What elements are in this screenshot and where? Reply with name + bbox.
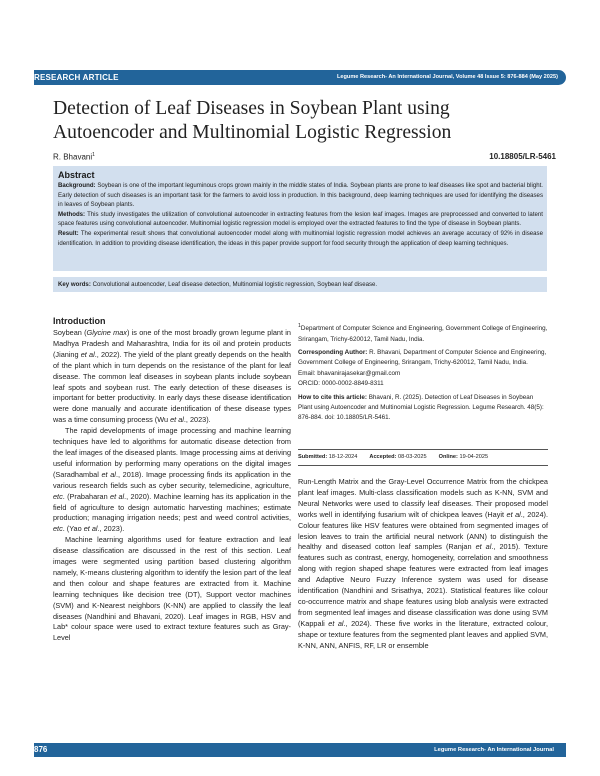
footer-journal-name: Legume Research- An International Journal bbox=[434, 747, 554, 753]
article-dates bbox=[298, 454, 548, 460]
page-number: 876 bbox=[34, 745, 48, 754]
intro-paragraph-1: Soybean (Glycine max) is one of the most broadly grown legume plant in Madhya Pradesh and Maharashtra, India for its oil and protein products (Jianing et al., 2022). The yield of the plant greatly depends on the health of the plant which in turn depends on the resistance of the plant for leaf disease. The common leaf diseases in soybean plants include soybean leaf spots and soybean rust. The early detection of these diseases is important for better productivity. In early days these disease identification were done manually and accurate identification of these disease types was a time consuming process (Wu et al., 2023). bbox=[53, 328, 291, 425]
author-line bbox=[53, 152, 95, 162]
abstract-heading: Abstract bbox=[58, 170, 95, 180]
author-orcid: ORCID: 0000-0002-8849-8311 bbox=[298, 380, 384, 388]
online-date: Online: 19-04-2025 bbox=[438, 454, 489, 460]
dates-top-rule bbox=[298, 449, 548, 450]
corresponding-author: Corresponding Author: R. Bhavani, Department of Computer Science and Engineering, Government College of Engineering, Srirangam, Trichy-620012, Tamil Nadu, India. bbox=[298, 348, 547, 367]
abstract-methods: Methods: This study investigates the utilization of convolutional autoencoder in extracting features from the lesion leaf images. Images are preprocessed and converted to latent space features using convolutional autoencoder. Multinomial logistic regression model is employed over the extracted features to find the type of disease in Soybean plants. bbox=[58, 210, 543, 228]
keywords-text: Convolutional autoencoder, Leaf disease detection, Multinomial logistic regression, Soybean leaf disease. bbox=[92, 281, 378, 288]
citation-block: How to cite this article: Bhavani, R. (2025). Detection of Leaf Diseases in Soybean Plant using Autoencoder and Multinomial Logistic Regression. Legume Research. 48(5): 876-884. doi: 10.18805/LR-5461. bbox=[298, 393, 544, 422]
page-footer-band bbox=[34, 743, 566, 757]
dates-bottom-rule bbox=[298, 465, 548, 466]
affiliation: $^1$Department of Computer Science and Engineering, Government College of Engineering, Srirangam, Trichy-620012, Tamil Nadu, India. bbox=[298, 323, 548, 343]
abstract-background: Background: Soybean is one of the important leguminous crops grown mainly in the middle states of India. Soybean plants are prone to leaf diseases like spot and bacterial blight. Early detection of such diseases is an important task for the farmers to avoid loss in production. In this background, deep learning techniques are used for identifying the diseases in leaves of Soybean plants. bbox=[58, 182, 543, 209]
abstract-result: Result: The experimental result shows that convolutional autoencoder model along with multinomial logistic regression model achieves an average accuracy of 92% in disease identification. In addition to providing disease identification, the ideas in this paper provide support for food security through the application of deep learning techniques. bbox=[58, 229, 543, 247]
abstract-box bbox=[53, 166, 547, 271]
keywords-label: Key words: bbox=[58, 281, 91, 288]
submitted-date: Submitted: 18-12-2024 bbox=[298, 454, 358, 460]
article-type-label: RESEARCH ARTICLE bbox=[34, 73, 119, 82]
intro-paragraph-3: Machine learning algorithms used for feature extraction and leaf disease classification are discussed in the rest of this section. Leaf images were segmented using partition based clustering algorithm namely, K-means clustering algorithm to identify the lesion part of the leaf and then colour and shape features are extracted from it. Machine learning techniques like decision tree (DT), Support vector machines (SVM) and K-Nearest neighbors (K-NN) are applied to classify the leaf diseases (Nandhini and Bhavani, 2020). Leaf images in RGB, HSV and Lab* colour space were used to extract texture features such as Gray-Level bbox=[53, 535, 291, 643]
introduction-heading: Introduction bbox=[53, 316, 106, 326]
doi: 10.18805/LR-5461 bbox=[489, 152, 556, 161]
author-name: R. Bhavani bbox=[53, 152, 93, 162]
affiliation-block bbox=[298, 321, 548, 424]
journal-citation: Legume Research- An International Journal, Volume 48 Issue 5: 876-884 (May 2025) bbox=[336, 74, 558, 80]
right-paragraph: Run-Length Matrix and the Gray-Level Occurrence Matrix from the chickpea plant leaf images. Multi-class classification models such as K-NN, SVM and Neural Networks were used to classify leaf diseases. Their proposed model works well in identifying fusarium wilt of chickpea leaves (Hayit et al., 2024). Colour features like HSV features were obtained from segmented images of lesion leaves to train the artificial neural network (ANN) to distinguish the healthy and diseased cotton leaf samples (Ranjan et al., 2015). Texture features such as contrast, energy, homogeneity, correlation and smoothness along with region shaped shape features were extracted from leaf images and Adaptive Neuro Fuzzy Inference system was used for disease identification (Nandhini and Srisathya, 2021). Statistical features like colour co-occurrence matrix and shape features using blob analysis were extracted from segmented leaf images and disease classification was done using SVM (Kappali et al., 2024). These five works in the literature, extracted colour, shape or texture features from the segmented plant leaves and applied SVM, K-NN, ANN, ANFIS, RF, LR or ensemble bbox=[298, 477, 548, 650]
author-email: Email: bhavanirajasekar@gmail.com bbox=[298, 369, 401, 377]
article-title: Detection of Leaf Diseases in Soybean Plant using Autoencoder and Multinomial Logistic Regression bbox=[53, 98, 452, 143]
right-column bbox=[298, 477, 548, 652]
accepted-date: Accepted: 08-03-2025 bbox=[369, 454, 427, 460]
left-column bbox=[53, 316, 291, 644]
author-affiliation-marker: 1 bbox=[92, 152, 95, 158]
journal-header-band bbox=[34, 70, 566, 85]
keywords-box bbox=[53, 277, 547, 292]
intro-paragraph-2: The rapid developments of image processing and machine learning techniques have led to algorithms for automatic disease detection from the leaf images of the diseased plants. Image processing aims at deriving useful information by performing many operations on the digital images (Saradhambal et al., 2018). Image processing finds its application in the various research fields such as cyber security, telemedicine, agriculture, etc. (Prabaharan et al., 2020). Machine learning has its application in the field of agriculture to design automatic harvesting machines; estimate production; managing irrigation needs; pest and weed control activities, etc. (Yao et al., 2023). bbox=[53, 426, 292, 534]
